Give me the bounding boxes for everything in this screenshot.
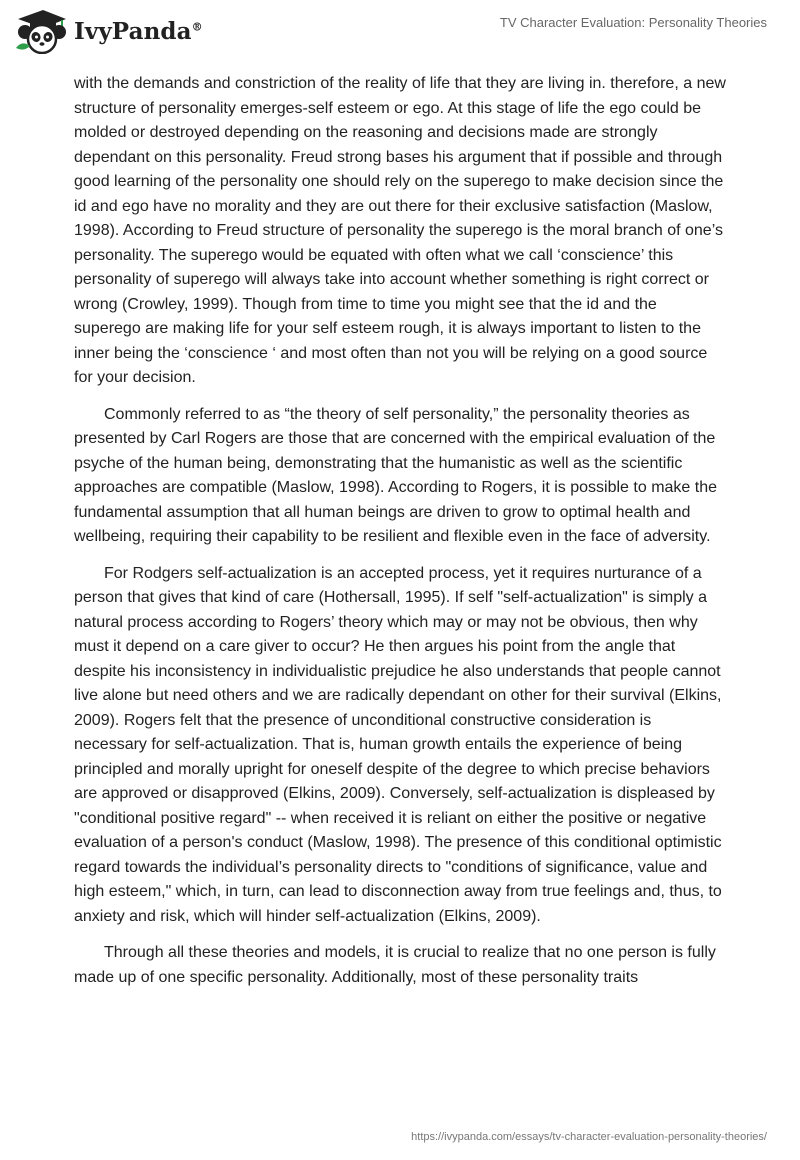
source-url[interactable]: https://ivypanda.com/essays/tv-character-evaluation-personality-theories/: [411, 1131, 767, 1143]
paragraph-3: For Rodgers self-actualization is an accepted process, yet it requires nurturance of a person that gives that kind of care (Hothersall, 1995). If self "self-actualization" is simply a natural process according to Rogers’ theory which may or may not be obvious, then why must it depend on a care giver to occur? He then argues his point from the angle that despite his inconsistency in individualistic prejudice he also understands that people cannot live alone but need others and we are radically dependant on other for their survival (Elkins, 2009). Rogers felt that the presence of unconditional constructive consideration is necessary for self-actualization. That is, human growth entails the experience of being principled and morally upright for oneself despite of the degree to which precise behaviors are approved or disapproved (Elkins, 2009). Conversely, self-actualization is displeased by "conditional positive regard" -- when received it is reliant on either the positive or negative evaluation of a person's conduct (Maslow, 1998). The presence of this conditional optimistic regard towards the individual’s personality directs to "conditions of significance, value and high esteem," which, in turn, can lead to disconnection away from true feelings and, thus, to anxiety and risk, which will hinder self-actualization (Elkins, 2009).: [74, 564, 722, 925]
panda-graduation-cap-icon: [14, 8, 68, 54]
paragraph-2: Commonly referred to as “the theory of self personality,” the personality theories as presented by Carl Rogers are those that are concerned with the empirical evaluation of the psyche of the human being, demonstrating that the humanistic as well as the scientific approaches are compatible (Maslow, 1998). According to Rogers, it is possible to make the fundamental assumption that all human beings are driven to grow to optimal health and wellbeing, requiring their capability to be resilient and flexible even in the face of adversity.: [74, 405, 717, 545]
essay-body: [74, 72, 727, 1002]
document-title: TV Character Evaluation: Personality Theories: [499, 15, 767, 30]
paragraph-4: Through all these theories and models, it is crucial to realize that no one person is fully made up of one specific personality. Additionally, most of these personality traits: [74, 944, 716, 986]
brand-name: IvyPanda®: [74, 17, 203, 45]
paragraph-1: with the demands and constriction of the reality of life that they are living in. therefore, a new structure of personality emerges-self esteem or ego. At this stage of life the ego could be molded or destroyed depending on the reasoning and decisions made are strongly dependant on this personality. Freud strong bases his argument that if possible and through good learning of the personality one should rely on the superego to make decision since the id and ego have no morality and they are out there for their exclusive satisfaction (Maslow, 1998). According to Freud structure of personality the superego is the moral branch of one’s personality. The superego would be equated with often what we call ‘conscience’ this personality of superego will always take into account whether something is right correct or wrong (Crowley, 1999). Though from time to time you might see that the id and the superego are making life for your self esteem rough, it is always important to listen to the inner being the ‘conscience ‘ and most often than not you will be relying on a good source for your decision.: [74, 75, 726, 386]
page-header: [0, 0, 800, 60]
brand-logo[interactable]: [14, 8, 203, 54]
